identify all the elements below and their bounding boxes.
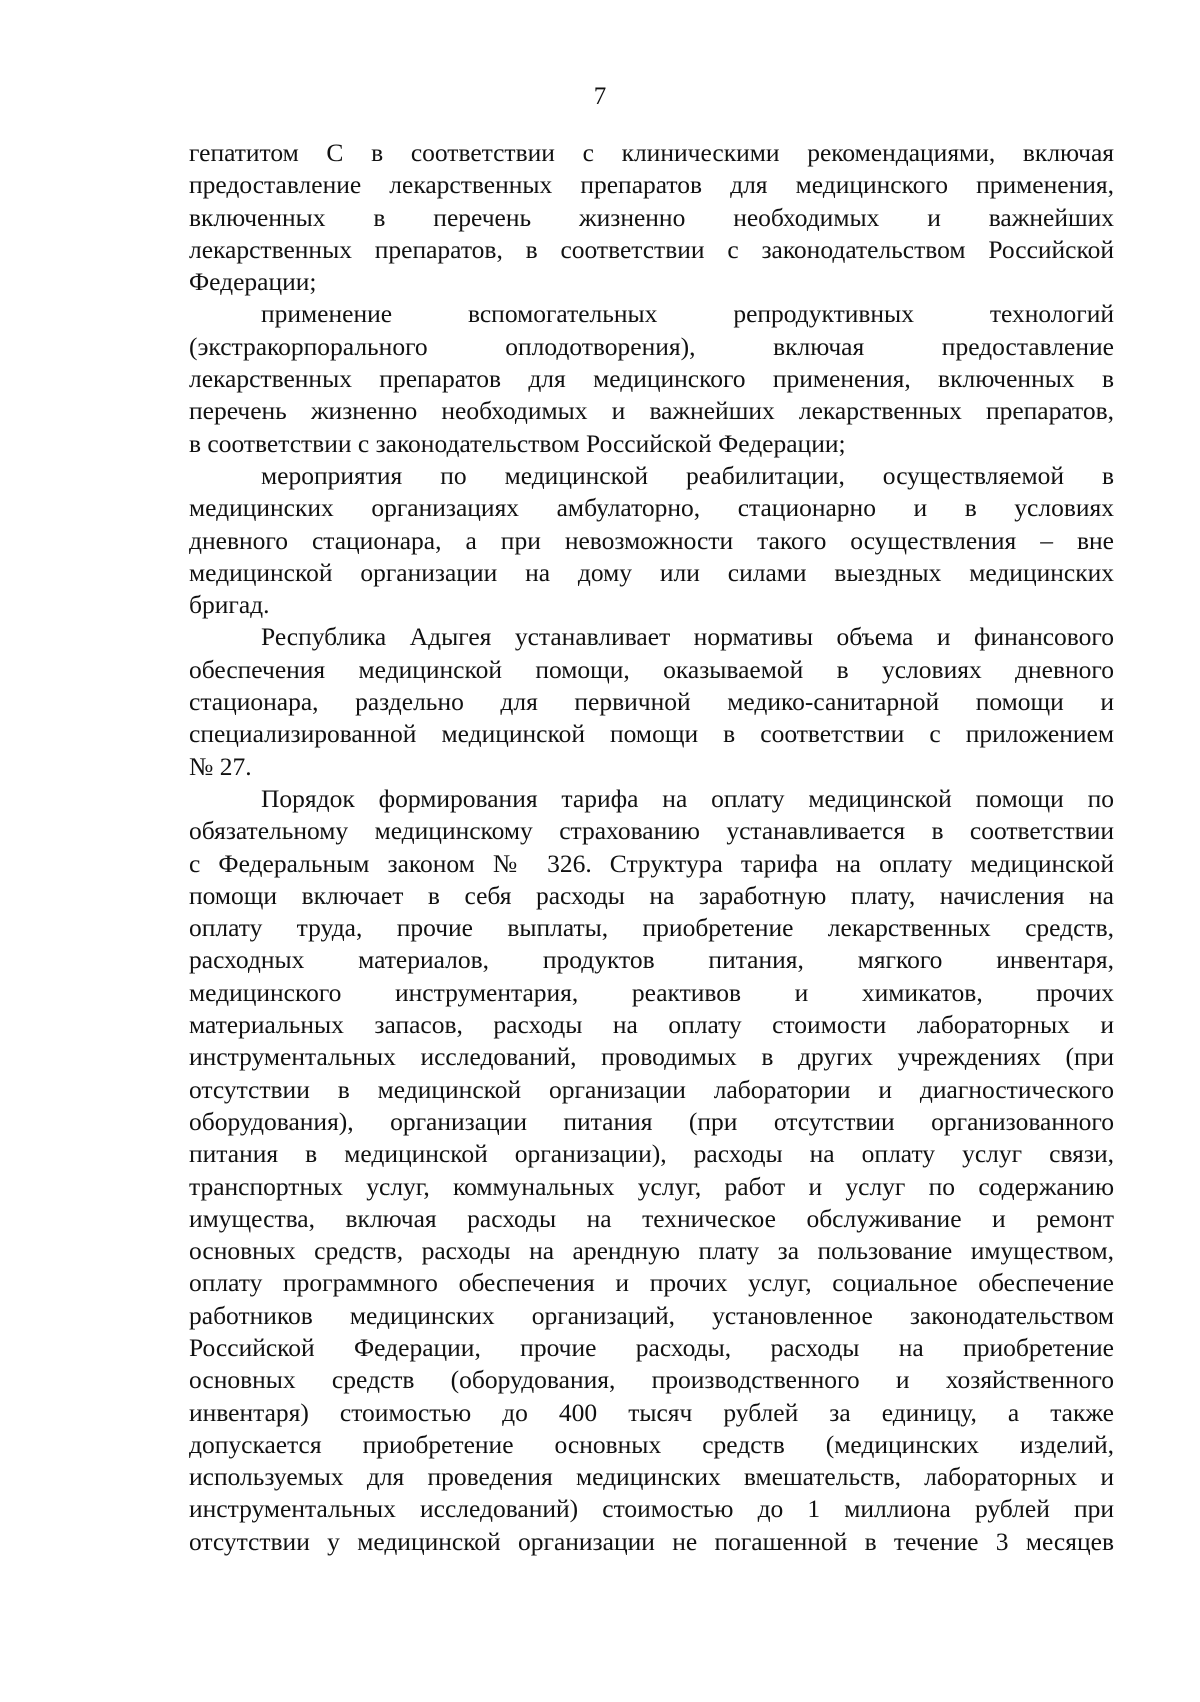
text-line: оборудования), организации питания (при отсутствии организованного [189, 1106, 1114, 1136]
text-line: включенных в перечень жизненно необходимых и важнейших [189, 202, 1114, 232]
text-line: стационара, раздельно для первичной медико-санитарной помощи и [189, 687, 1114, 717]
text-line: используемых для проведения медицинских вмешательств, лабораторных и [189, 1462, 1114, 1492]
text-line: применение вспомогательных репродуктивных технологий [261, 299, 1114, 329]
text-line: с Федеральным законом № 326. Структура тарифа на оплату медицинской [189, 848, 1114, 878]
text-line: медицинского инструментария, реактивов и химикатов, прочих [189, 977, 1114, 1007]
paragraph [189, 460, 1114, 621]
text-line: лекарственных препаратов для медицинского применения, включенных в [189, 364, 1114, 394]
text-line: Республика Адыгея устанавливает нормативы объема и финансового [261, 622, 1114, 652]
page-number: 7 [593, 83, 607, 110]
text-line: инвентаря) стоимостью до 400 тысяч рублей за единицу, а также [189, 1397, 1114, 1427]
text-line: лекарственных препаратов, в соответствии с законодательством Российской [189, 234, 1114, 264]
text-line: мероприятия по медицинской реабилитации, осуществляемой в [261, 460, 1114, 490]
text-line: отсутствии у медицинской организации не погашенной в течение 3 месяцев [189, 1526, 1114, 1556]
text-line: основных средств, расходы на арендную плату за пользование имуществом, [189, 1236, 1114, 1266]
text-line: отсутствии в медицинской организации лаборатории и диагностического [189, 1074, 1114, 1104]
text-line: Российской Федерации, прочие расходы, расходы на приобретение [189, 1332, 1114, 1362]
text-line: инструментальных исследований, проводимых в других учреждениях (при [189, 1042, 1114, 1072]
text-line: специализированной медицинской помощи в соответствии с приложением [189, 719, 1114, 749]
paragraph [189, 137, 1114, 298]
text-line: имущества, включая расходы на техническое обслуживание и ремонт [189, 1203, 1114, 1233]
text-line: оплату труда, прочие выплаты, приобретение лекарственных средств, [189, 913, 1114, 943]
text-line: обязательному медицинскому страхованию устанавливается в соответствии [189, 816, 1114, 846]
paragraph [189, 783, 1114, 1558]
text-line: предоставление лекарственных препаратов для медицинского применения, [189, 170, 1114, 200]
text-line: перечень жизненно необходимых и важнейших лекарственных препаратов, [189, 396, 1114, 426]
text-line: основных средств (оборудования, производственного и хозяйственного [189, 1365, 1114, 1395]
text-line: (экстракорпорального оплодотворения), включая предоставление [189, 331, 1114, 361]
text-line: в соответствии с законодательством Российской Федерации; [189, 428, 846, 458]
text-line: транспортных услуг, коммунальных услуг, работ и услуг по содержанию [189, 1171, 1114, 1201]
text-line: помощи включает в себя расходы на заработную плату, начисления на [189, 880, 1114, 910]
text-line: № 27. [189, 751, 252, 781]
text-line: оплату программного обеспечения и прочих услуг, социальное обеспечение [189, 1268, 1114, 1298]
text-line: расходных материалов, продуктов питания, мягкого инвентаря, [189, 945, 1114, 975]
paragraph [189, 621, 1114, 782]
text-line: Федерации; [189, 267, 317, 297]
text-line: медицинской организации на дому или силами выездных медицинских [189, 557, 1114, 587]
body-text [189, 137, 1114, 1558]
text-line: материальных запасов, расходы на оплату стоимости лабораторных и [189, 1010, 1114, 1040]
text-line: обеспечения медицинской помощи, оказываемой в условиях дневного [189, 654, 1114, 684]
text-line: дневного стационара, а при невозможности такого осуществления – вне [189, 525, 1114, 555]
text-line: работников медицинских организаций, установленное законодательством [189, 1300, 1114, 1330]
text-line: бригад. [189, 590, 270, 620]
text-line: питания в медицинской организации), расходы на оплату услуг связи, [189, 1139, 1114, 1169]
text-line: допускается приобретение основных средств (медицинских изделий, [189, 1429, 1114, 1459]
text-line: гепатитом С в соответствии с клиническими рекомендациями, включая [189, 138, 1114, 167]
text-line: Порядок формирования тарифа на оплату медицинской помощи по [261, 783, 1114, 813]
text-line: медицинских организациях амбулаторно, стационарно и в условиях [189, 493, 1114, 523]
paragraph [189, 298, 1114, 459]
text-line: инструментальных исследований) стоимостью до 1 миллиона рублей при [189, 1494, 1114, 1524]
